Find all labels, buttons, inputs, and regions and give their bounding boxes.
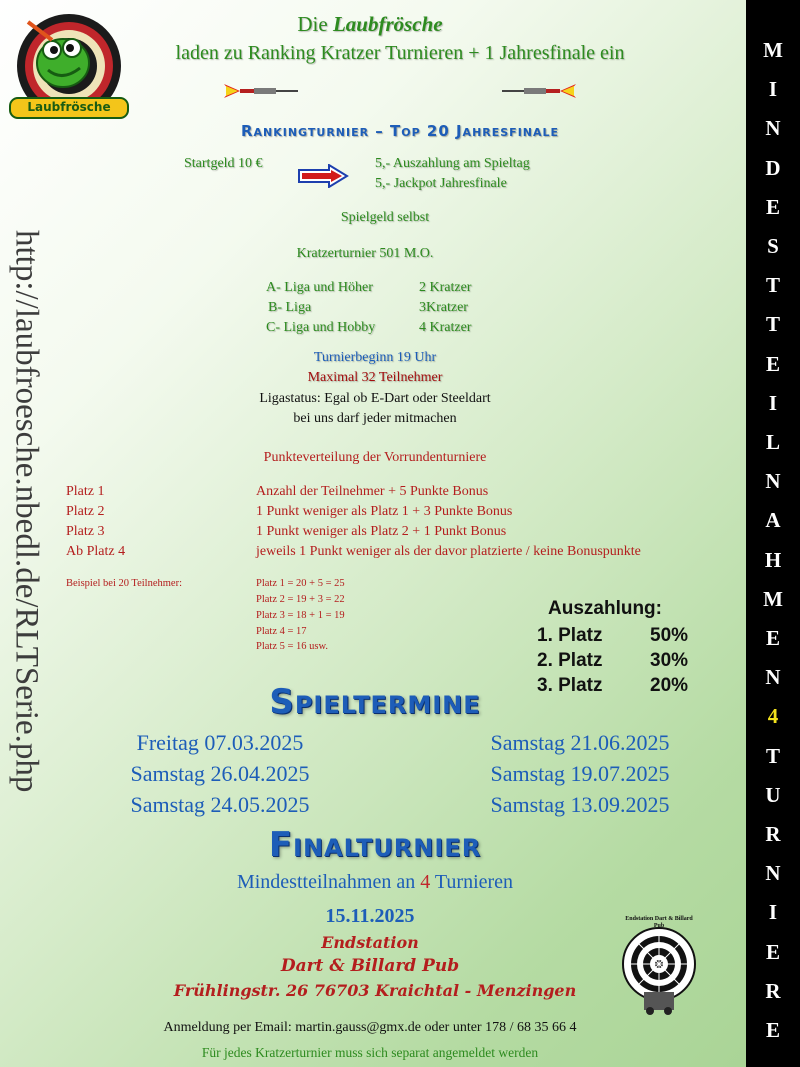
- payout-2-pct: 30%: [650, 650, 689, 671]
- maximal-teilnehmer: Maximal 32 Teilnehmer: [307, 370, 443, 385]
- auszahlung-spieltag: 5,- Auszahlung am Spieltag: [375, 156, 530, 171]
- logo-text: Laubfrösche: [27, 100, 111, 114]
- date-right-1: Samstag 21.06.2025: [490, 730, 670, 755]
- kratzerturnier: Kratzerturnier 501 M.O.: [296, 246, 434, 261]
- header-line1: [170, 12, 570, 37]
- mindest-number: 4: [420, 871, 431, 893]
- dart-right-icon: [500, 80, 578, 102]
- date-left-1: Freitag 07.03.2025: [136, 730, 304, 755]
- placement-4-place: Ab Platz 4: [66, 544, 126, 559]
- sidebar-letter: T: [765, 312, 780, 337]
- sidebar-letter: D: [765, 155, 781, 180]
- sidebar-letter: M: [763, 586, 783, 611]
- punkteverteilung-title: Punkteverteilung der Vorrundenturniere: [263, 450, 487, 465]
- finalturnier-title: Finalturnier: [268, 825, 482, 865]
- header-brand: Laubfrösche: [332, 12, 443, 36]
- beispiel-line-4: Platz 4 = 17: [256, 626, 307, 637]
- placement-1-place: Platz 1: [66, 484, 105, 499]
- sidebar-letter: A: [765, 508, 781, 533]
- sidebar-letter: N: [765, 665, 781, 690]
- sidebar-letter: M: [763, 38, 783, 62]
- beispiel-line-1: Platz 1 = 20 + 5 = 25: [256, 578, 345, 589]
- sidebar-letter: E: [765, 626, 780, 650]
- laubfroesche-logo: [8, 8, 130, 123]
- payout-1-pct: 50%: [650, 625, 689, 646]
- sidebar-letter: R: [765, 978, 781, 1003]
- date-left-3: Samstag 24.05.2025: [130, 792, 310, 817]
- sidebar-letter: R: [765, 822, 781, 846]
- sidebar-letter: N: [765, 469, 781, 494]
- sidebar-letter: T: [765, 743, 780, 768]
- beispiel-line-3: Platz 3 = 18 + 1 = 19: [256, 610, 345, 621]
- league-b-value: 3Kratzer: [419, 300, 468, 315]
- ranking-title: Rankingturnier – Top 20 Jahresfinale: [240, 122, 560, 140]
- final-date: 15.11.2025: [325, 905, 415, 927]
- placement-3-place: Platz 3: [66, 524, 105, 539]
- arrow-right-icon: [297, 164, 349, 188]
- payout-2-place: 2. Platz: [537, 650, 603, 671]
- sidebar-letter: I: [768, 77, 778, 102]
- placement-2-rule: 1 Punkt weniger als Platz 1 + 3 Punkte Bonus: [256, 504, 513, 519]
- beispiel-line-5: Platz 5 = 16 usw.: [256, 641, 329, 652]
- placement-3-rule: 1 Punkt weniger als Platz 2 + 1 Punkt Bonus: [256, 524, 507, 539]
- dart-left-icon: [222, 80, 300, 102]
- url-text[interactable]: http://laubfroesche.nbedl.de/RLTSerie.php: [8, 230, 45, 793]
- turnierbeginn: Turnierbeginn 19 Uhr: [313, 350, 437, 365]
- placement-4-rule: jeweils 1 Punkt weniger als der davor platzierte / keine Bonuspunkte: [256, 544, 641, 559]
- payout-3-place: 3. Platz: [537, 675, 603, 696]
- date-right-3: Samstag 13.09.2025: [490, 792, 670, 817]
- sidebar-letter: E: [765, 1018, 780, 1042]
- placement-1-rule: Anzahl der Teilnehmer + 5 Punkte Bonus: [256, 484, 489, 499]
- sidebar-letter: T: [765, 273, 780, 298]
- mindest-line: [150, 871, 600, 894]
- venue-address: Frühlingstr. 26 76703 Kraichtal - Menzingen: [173, 981, 577, 1000]
- league-c-value: 4 Kratzer: [419, 320, 472, 335]
- league-a-label: A- Liga und Höher: [266, 280, 373, 295]
- venue-line2: Dart & Billard Pub: [280, 956, 460, 976]
- auszahlung-title: Auszahlung:: [548, 598, 662, 619]
- sidebar-letter: E: [765, 351, 780, 376]
- sidebar-letter: I: [768, 390, 778, 415]
- sidebar-letter: N: [765, 116, 781, 141]
- endstation-logo-text: Endstation Dart & Billard Pub: [625, 916, 693, 929]
- sidebar-letter: E: [765, 194, 780, 219]
- url-vertical: [6, 230, 46, 950]
- sidebar-letter: S: [767, 234, 779, 258]
- league-a-value: 2 Kratzer: [419, 280, 472, 295]
- payout-1-place: 1. Platz: [537, 625, 603, 646]
- jackpot-jahresfinale: 5,- Jackpot Jahresfinale: [375, 176, 507, 191]
- beispiel-label: Beispiel bei 20 Teilnehmer:: [66, 578, 183, 589]
- spielgeld: Spielgeld selbst: [340, 210, 430, 225]
- anmeldung: Anmeldung per Email: martin.gauss@gmx.de oder unter 178 / 68 35 66 4: [163, 1020, 577, 1035]
- league-c-label: C- Liga und Hobby: [266, 320, 376, 335]
- date-left-2: Samstag 26.04.2025: [130, 761, 310, 786]
- venue-line1: Endstation: [321, 933, 419, 952]
- sidebar-vertical-text: [746, 0, 800, 1067]
- placement-2-place: Platz 2: [66, 504, 105, 519]
- date-right-2: Samstag 19.07.2025: [490, 761, 670, 786]
- sidebar-letter: H: [764, 547, 782, 572]
- sidebar-letter: 4: [767, 704, 779, 729]
- beispiel-line-2: Platz 2 = 19 + 3 = 22: [256, 594, 345, 605]
- header-prefix: Die: [297, 12, 328, 36]
- sidebar-letter: E: [765, 939, 780, 964]
- ligastatus: Ligastatus: Egal ob E-Dart oder Steeldart: [259, 391, 491, 406]
- startgeld: Startgeld 10 €: [184, 156, 263, 171]
- header-line2: laden zu Ranking Kratzer Turnieren + 1 Jahresfinale ein: [175, 42, 625, 64]
- bei-uns: bei uns darf jeder mitmachen: [293, 411, 457, 426]
- mindest-prefix: Mindestteilnahmen an: [236, 871, 416, 893]
- payout-3-pct: 20%: [650, 675, 689, 696]
- footer-note: Für jedes Kratzerturnier muss sich separat angemeldet werden: [201, 1045, 539, 1060]
- sidebar-letter: U: [765, 782, 781, 807]
- spieltermine-title: Spieltermine: [269, 682, 481, 722]
- league-b-label: B- Liga: [268, 300, 312, 315]
- sidebar-letter: L: [765, 430, 780, 454]
- endstation-logo: [620, 916, 698, 1016]
- sidebar-letter: N: [765, 861, 781, 886]
- mindest-suffix: Turnieren: [434, 871, 514, 893]
- sidebar-letter: I: [768, 900, 778, 925]
